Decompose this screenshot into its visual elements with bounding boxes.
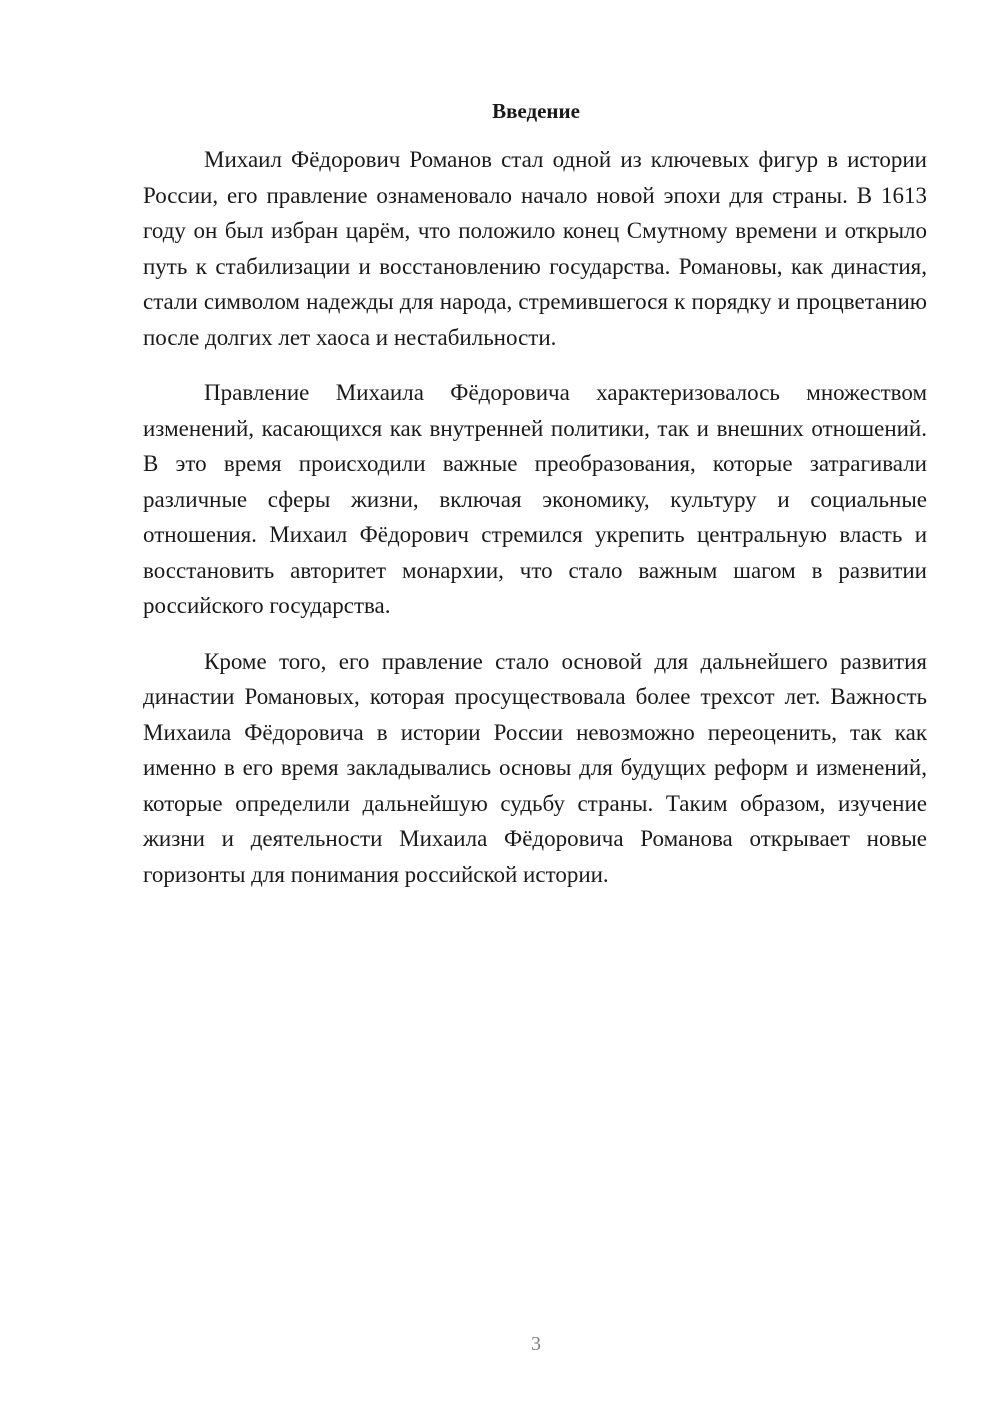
paragraph-3: Кроме того, его правление стало основой для дальнейшего развития династии Романовых, которая просуществовала более трехсот лет. Важность Михаила Фёдоровича в истории России невозможно переоценить, так как именно в его время закладывались основы для будущих реформ и изменений, которые определили дальнейшую судьбу страны. Таким образом, изучение жизни и деятельности Михаила Фёдоровича Романова открывает новые горизонты для понимания российской истории. <box>143 648 927 887</box>
paragraph-2: Правление Михаила Фёдоровича характеризовалось множеством изменений, касающихся как внутренней политики, так и внешних отношений. В это время происходили важные преобразования, которые затрагивали различные сферы жизни, включая экономику, культуру и социальные отношения. Михаил Фёдорович стремился укрепить центральную власть и восстановить авторитет монархии, что стало важным шагом в развитии российского государства. <box>143 380 927 618</box>
paragraph-1: Михаил Фёдорович Романов стал одной из ключевых фигур в истории России, его правление ознаменовало начало новой эпохи для страны. В 1613 году он был избран царём, что положило конец Смутному времени и открыло путь к стабилизации и восстановлению государства. Романовы, как династия, стали символом надежды для народа, стремившегося к порядку и процветанию после долгих лет хаоса и нестабильности. <box>143 147 927 350</box>
body-text <box>143 142 927 912</box>
page-number: 3 <box>531 1333 541 1355</box>
section-title: Введение <box>492 99 580 123</box>
